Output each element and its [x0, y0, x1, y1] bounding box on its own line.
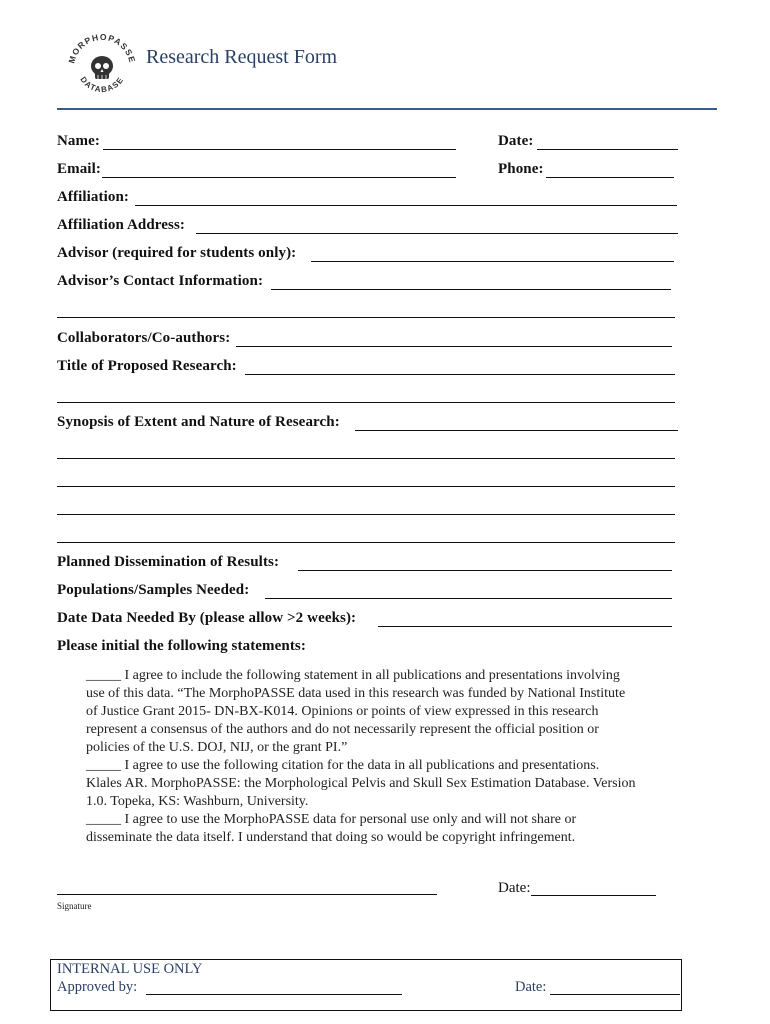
phone-label: Phone: — [498, 161, 544, 177]
research-title-field[interactable] — [245, 374, 675, 375]
logo-arc-top: MORPHOPASSE — [66, 31, 138, 65]
signature-field[interactable] — [57, 894, 437, 895]
page-title: Research Request Form — [146, 46, 338, 68]
advisor-field[interactable] — [311, 261, 674, 262]
signature-date-field[interactable] — [531, 895, 656, 896]
internal-date-label: Date: — [515, 979, 547, 995]
date-field[interactable] — [537, 149, 678, 150]
collaborators-label: Collaborators/Co-authors: — [57, 330, 231, 346]
email-label: Email: — [57, 161, 101, 177]
statement-1 — [86, 667, 635, 847]
statement-2-line-1[interactable]: _____ I agree to use the following citation for the data in all publications and presentations. — [86, 758, 600, 773]
advisor-contact-label: Advisor’s Contact Information: — [57, 273, 264, 289]
populations-field[interactable] — [265, 598, 672, 599]
statement-1-line-3: of Justice Grant 2015- DN-BX-K014. Opinions or points of view expressed in this research — [86, 704, 599, 719]
synopsis-label: Synopsis of Extent and Nature of Research: — [57, 414, 340, 430]
synopsis-field[interactable] — [355, 430, 678, 431]
phone-field[interactable] — [546, 177, 674, 178]
statement-1-line-4: represent a consensus of the authors and do not necessarily represent the official position or — [86, 722, 599, 737]
statement-1-line-2: use of this data. “The MorphoPASSE data used in this research was funded by National Institute — [86, 686, 626, 701]
morphopasse-logo — [64, 28, 140, 104]
name-field[interactable] — [103, 149, 456, 150]
logo-arc-bottom: DATABASE — [78, 75, 126, 95]
initial-heading: Please initial the following statements: — [57, 638, 306, 654]
populations-label: Populations/Samples Needed: — [57, 582, 250, 598]
affiliation-address-label: Affiliation Address: — [57, 217, 185, 233]
statement-2-line-3: 1.0. Topeka, KS: Washburn, University. — [86, 794, 309, 809]
date-label: Date: — [498, 133, 534, 149]
header-divider — [57, 108, 717, 110]
research-title-label: Title of Proposed Research: — [57, 358, 237, 374]
statement-2-line-2: Klales AR. MorphoPASSE: the Morphological Pelvis and Skull Sex Estimation Database. Version — [86, 776, 636, 791]
email-field[interactable] — [102, 177, 456, 178]
affiliation-field[interactable] — [135, 205, 677, 206]
synopsis-line-3[interactable] — [57, 486, 675, 487]
name-label: Name: — [57, 133, 100, 149]
statement-1-line-5: policies of the U.S. DOJ, NIJ, or the grant PI.” — [86, 740, 348, 755]
synopsis-line-2[interactable] — [57, 458, 675, 459]
date-needed-label: Date Data Needed By (please allow >2 weeks): — [57, 610, 357, 626]
synopsis-line-4[interactable] — [57, 514, 675, 515]
signature-caption: Signature — [57, 901, 92, 911]
dissemination-field[interactable] — [298, 570, 672, 571]
affiliation-address-field[interactable] — [196, 233, 678, 234]
dissemination-label: Planned Dissemination of Results: — [57, 554, 280, 570]
signature-date-label: Date: — [498, 880, 531, 896]
advisor-label: Advisor (required for students only): — [57, 245, 297, 261]
statement-3-line-2: disseminate the data itself. I understand that doing so would be copyright infringement. — [86, 830, 576, 845]
approved-by-label: Approved by: — [57, 979, 138, 995]
internal-date-field[interactable] — [550, 994, 680, 995]
affiliation-label: Affiliation: — [57, 189, 130, 205]
advisor-contact-line-2[interactable] — [57, 317, 675, 318]
skull-logo-icon — [64, 28, 140, 104]
approved-by-field[interactable] — [146, 994, 402, 995]
advisor-contact-field[interactable] — [271, 289, 671, 290]
synopsis-line-5[interactable] — [57, 542, 675, 543]
collaborators-field[interactable] — [236, 346, 672, 347]
statement-3-line-1[interactable]: _____ I agree to use the MorphoPASSE data for personal use only and will not share or — [86, 812, 577, 827]
date-needed-field[interactable] — [378, 626, 672, 627]
research-title-line-2[interactable] — [57, 402, 675, 403]
internal-use-heading: INTERNAL USE ONLY — [57, 961, 203, 977]
statement-1-line-1[interactable]: _____ I agree to include the following statement in all publications and presentations involving — [86, 668, 620, 683]
